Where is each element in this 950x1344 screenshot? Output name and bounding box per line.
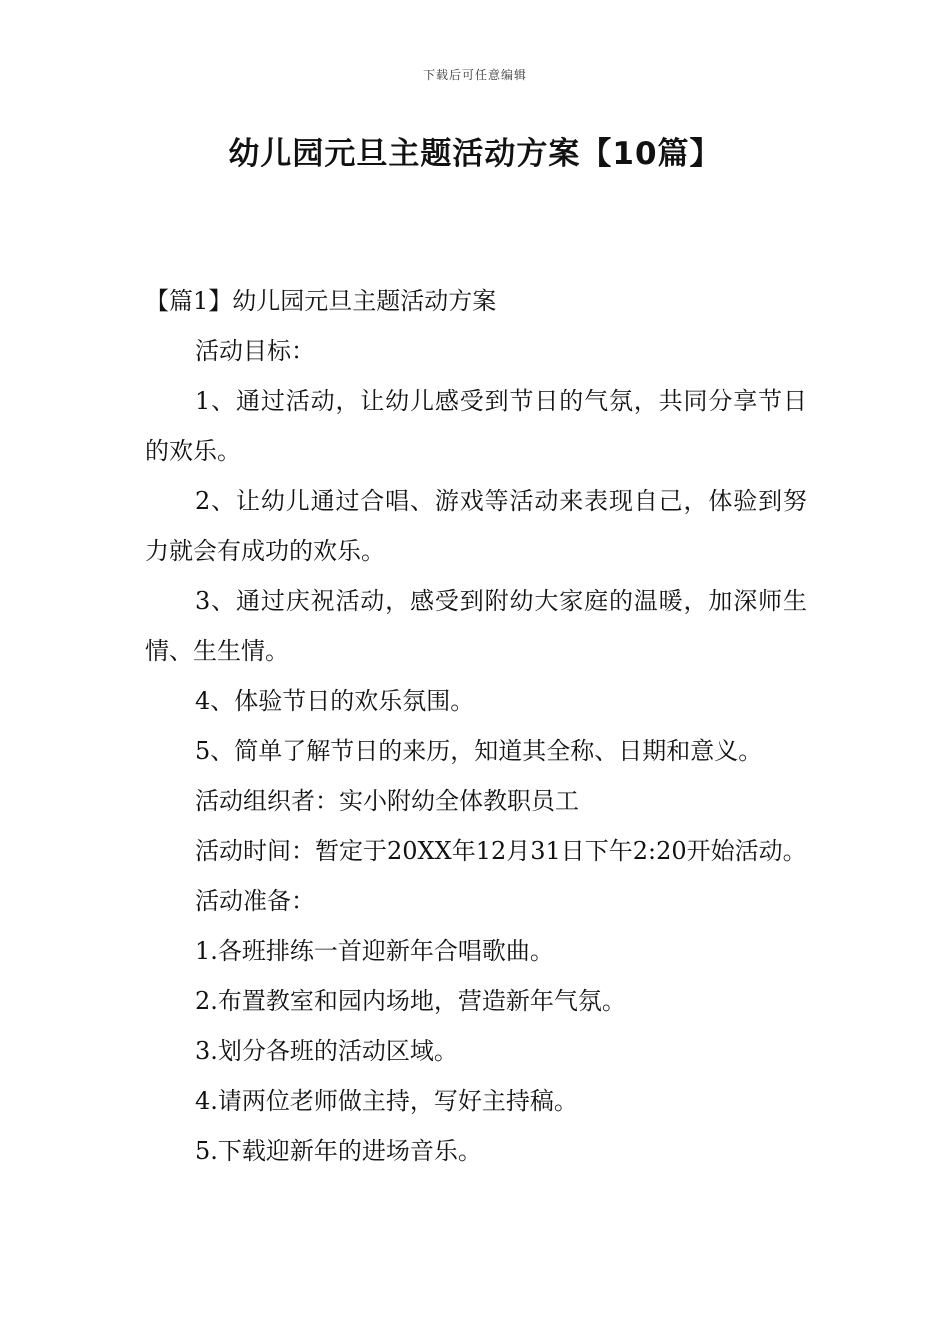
section-heading: 【篇1】幼儿园元旦主题活动方案 xyxy=(145,287,497,315)
paragraph-preparation-label: 活动准备： xyxy=(195,887,315,915)
paragraph-goal-5: 5、简单了解节日的来历，知道其全称、日期和意义。 xyxy=(195,737,763,765)
paragraph-prep-3: 3.划分各班的活动区域。 xyxy=(195,1037,458,1065)
paragraph-prep-4: 4.请两位老师做主持，写好主持稿。 xyxy=(195,1087,578,1115)
paragraph-activity-time: 活动时间：暂定于20XX年12月31日下午2:20开始活动。 xyxy=(195,837,807,865)
header-note: 下载后可任意编辑 xyxy=(422,68,527,82)
paragraph-goal-3: 3、通过庆祝活动，感受到附幼大家庭的温暖，加深师生情、生生情。 xyxy=(145,587,807,665)
paragraph-prep-1: 1.各班排练一首迎新年合唱歌曲。 xyxy=(195,937,554,965)
paragraph-prep-2: 2.布置教室和园内场地，营造新年气氛。 xyxy=(195,987,626,1015)
paragraph-activity-goals-label: 活动目标： xyxy=(195,337,315,365)
paragraph-goal-4: 4、体验节日的欢乐氛围。 xyxy=(195,687,475,715)
paragraph-prep-5: 5.下载迎新年的进场音乐。 xyxy=(195,1137,482,1165)
paragraph-goal-2: 2、让幼儿通过合唱、游戏等活动来表现自己，体验到努力就会有成功的欢乐。 xyxy=(145,487,807,565)
paragraph-goal-1: 1、通过活动，让幼儿感受到节日的气氛，共同分享节日的欢乐。 xyxy=(145,387,807,465)
paragraph-organizer: 活动组织者：实小附幼全体教职员工 xyxy=(195,787,579,815)
document-body xyxy=(145,276,807,1176)
document-title: 幼儿园元旦主题活动方案【10篇】 xyxy=(228,136,722,172)
